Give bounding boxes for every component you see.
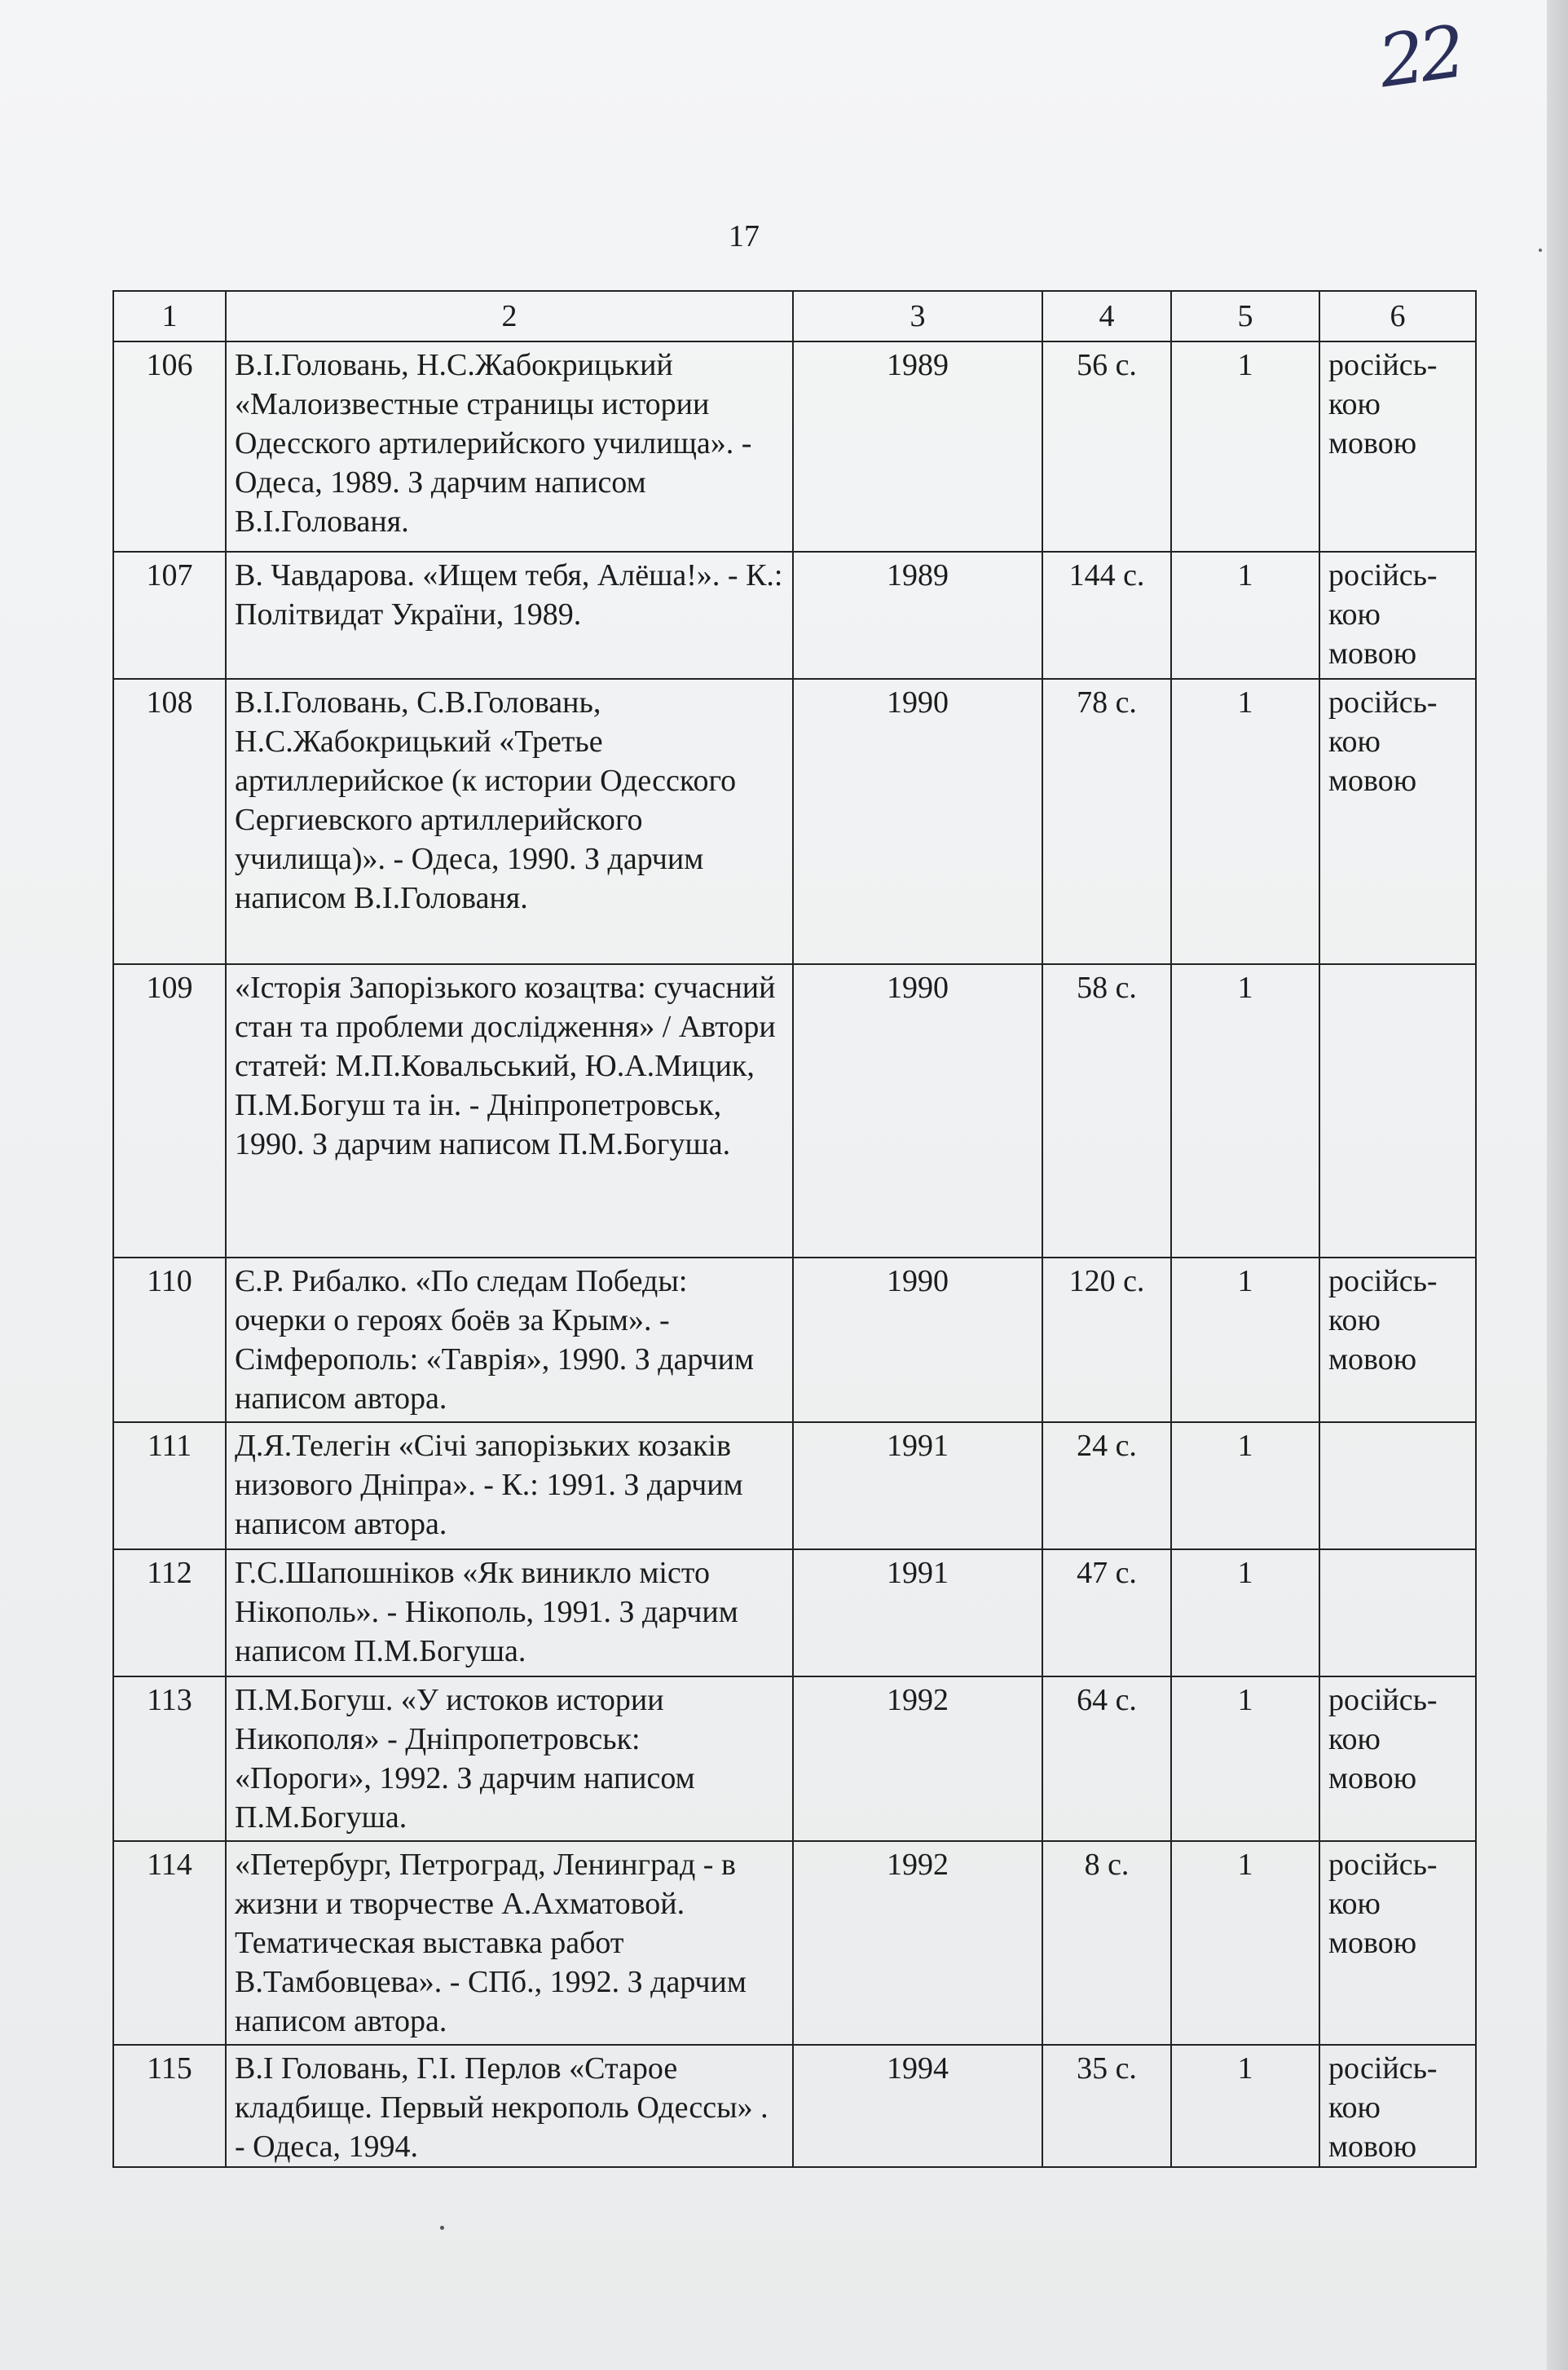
- cell-lang: російсь-кою мовою: [1319, 2045, 1476, 2167]
- paper-speck: [440, 2226, 444, 2230]
- cell-num: 112: [113, 1549, 226, 1676]
- register-table: [112, 290, 1477, 2168]
- cell-desc: Д.Я.Телегін «Січі запорізьких козаків низового Дніпра». - К.: 1991. З дарчим написом автора.: [226, 1422, 793, 1549]
- cell-pages: 144 с.: [1042, 552, 1171, 679]
- cell-year: 1990: [793, 1258, 1042, 1422]
- cell-year: 1989: [793, 552, 1042, 679]
- cell-desc: В.І.Головань, С.В.Головань, Н.С.Жабокрицький «Третье артиллерийское (к истории Одесского Сергиевского артиллерийского училища)». - Одеса, 1990. З дарчим написом В.І.Голованя.: [226, 679, 793, 964]
- cell-year: 1994: [793, 2045, 1042, 2167]
- cell-num: 108: [113, 679, 226, 964]
- cell-year: 1992: [793, 1841, 1042, 2045]
- column-header: 3: [793, 291, 1042, 341]
- table-header-row: [113, 291, 1476, 341]
- cell-lang: російсь-кою мовою: [1319, 679, 1476, 964]
- cell-num: 114: [113, 1841, 226, 2045]
- cell-copies: 1: [1171, 341, 1319, 552]
- cell-desc: Г.С.Шапошніков «Як виникло місто Нікополь». - Нікополь, 1991. З дарчим написом П.М.Богуша.: [226, 1549, 793, 1676]
- column-header: 6: [1319, 291, 1476, 341]
- table-body: [113, 341, 1476, 2167]
- table-row: [113, 341, 1476, 552]
- cell-desc: «Петербург, Петроград, Ленинград - в жизни и творчестве А.Ахматовой. Тематическая выставка работ В.Тамбовцева». - СПб., 1992. З дарчим написом автора.: [226, 1841, 793, 2045]
- cell-pages: 64 с.: [1042, 1676, 1171, 1841]
- cell-year: 1992: [793, 1676, 1042, 1841]
- cell-desc: Є.Р. Рибалко. «По следам Победы: очерки о героях боёв за Крым». - Сімферополь: «Таврія», 1990. З дарчим написом автора.: [226, 1258, 793, 1422]
- cell-lang: [1319, 964, 1476, 1258]
- cell-lang: російсь-кою мовою: [1319, 1676, 1476, 1841]
- cell-copies: 1: [1171, 1549, 1319, 1676]
- table-row: [113, 552, 1476, 679]
- cell-copies: 1: [1171, 1258, 1319, 1422]
- cell-copies: 1: [1171, 1676, 1319, 1841]
- cell-desc: В. Чавдарова. «Ищем тебя, Алёша!». - К.: Політвидат України, 1989.: [226, 552, 793, 679]
- cell-desc: П.М.Богуш. «У истоков истории Никополя» - Дніпропетровськ: «Пороги», 1992. З дарчим написом П.М.Богуша.: [226, 1676, 793, 1841]
- cell-pages: 78 с.: [1042, 679, 1171, 964]
- cell-copies: 1: [1171, 964, 1319, 1258]
- cell-lang: [1319, 1422, 1476, 1549]
- column-header: 5: [1171, 291, 1319, 341]
- cell-pages: 35 с.: [1042, 2045, 1171, 2167]
- column-header: 1: [113, 291, 226, 341]
- page-number: 17: [729, 219, 760, 253]
- table-row: [113, 1422, 1476, 1549]
- cell-desc: В.І.Головань, Н.С.Жабокрицький «Малоизвестные страницы истории Одесского артилерийского училища». - Одеса, 1989. З дарчим написом В.І.Голованя.: [226, 341, 793, 552]
- cell-lang: російсь-кою мовою: [1319, 1841, 1476, 2045]
- cell-num: 106: [113, 341, 226, 552]
- table-row: [113, 1549, 1476, 1676]
- table-row: [113, 1841, 1476, 2045]
- cell-num: 107: [113, 552, 226, 679]
- cell-pages: 24 с.: [1042, 1422, 1171, 1549]
- cell-num: 111: [113, 1422, 226, 1549]
- cell-lang: [1319, 1549, 1476, 1676]
- cell-copies: 1: [1171, 2045, 1319, 2167]
- cell-year: 1991: [793, 1422, 1042, 1549]
- cell-copies: 1: [1171, 1841, 1319, 2045]
- cell-num: 110: [113, 1258, 226, 1422]
- cell-lang: російсь-кою мовою: [1319, 341, 1476, 552]
- page-edge-shadow: [1547, 0, 1568, 2370]
- table-row: [113, 1676, 1476, 1841]
- archive-folio-number: 22: [1373, 9, 1466, 104]
- cell-pages: 58 с.: [1042, 964, 1171, 1258]
- cell-lang: російсь-кою мовою: [1319, 552, 1476, 679]
- cell-pages: 47 с.: [1042, 1549, 1171, 1676]
- cell-num: 113: [113, 1676, 226, 1841]
- cell-year: 1990: [793, 964, 1042, 1258]
- cell-num: 109: [113, 964, 226, 1258]
- cell-copies: 1: [1171, 679, 1319, 964]
- table-row: [113, 679, 1476, 964]
- cell-year: 1990: [793, 679, 1042, 964]
- column-header: 4: [1042, 291, 1171, 341]
- paper-speck: [1539, 249, 1542, 252]
- table-row: [113, 1258, 1476, 1422]
- cell-pages: 120 с.: [1042, 1258, 1171, 1422]
- table-row: [113, 964, 1476, 1258]
- table-row: [113, 2045, 1476, 2167]
- column-header: 2: [226, 291, 793, 341]
- cell-copies: 1: [1171, 1422, 1319, 1549]
- cell-year: 1989: [793, 341, 1042, 552]
- cell-lang: російсь-кою мовою: [1319, 1258, 1476, 1422]
- cell-pages: 8 с.: [1042, 1841, 1171, 2045]
- cell-year: 1991: [793, 1549, 1042, 1676]
- cell-desc: «Історія Запорізького козацтва: сучасний стан та проблеми дослідження» / Автори статей: М.П.Ковальський, Ю.А.Мицик, П.М.Богуш та ін. - Дніпропетровськ, 1990. З дарчим написом П.М.Богуша.: [226, 964, 793, 1258]
- cell-copies: 1: [1171, 552, 1319, 679]
- cell-pages: 56 с.: [1042, 341, 1171, 552]
- cell-num: 115: [113, 2045, 226, 2167]
- cell-desc: В.І Головань, Г.І. Перлов «Старое кладбище. Первый некрополь Одессы» . - Одеса, 1994.: [226, 2045, 793, 2167]
